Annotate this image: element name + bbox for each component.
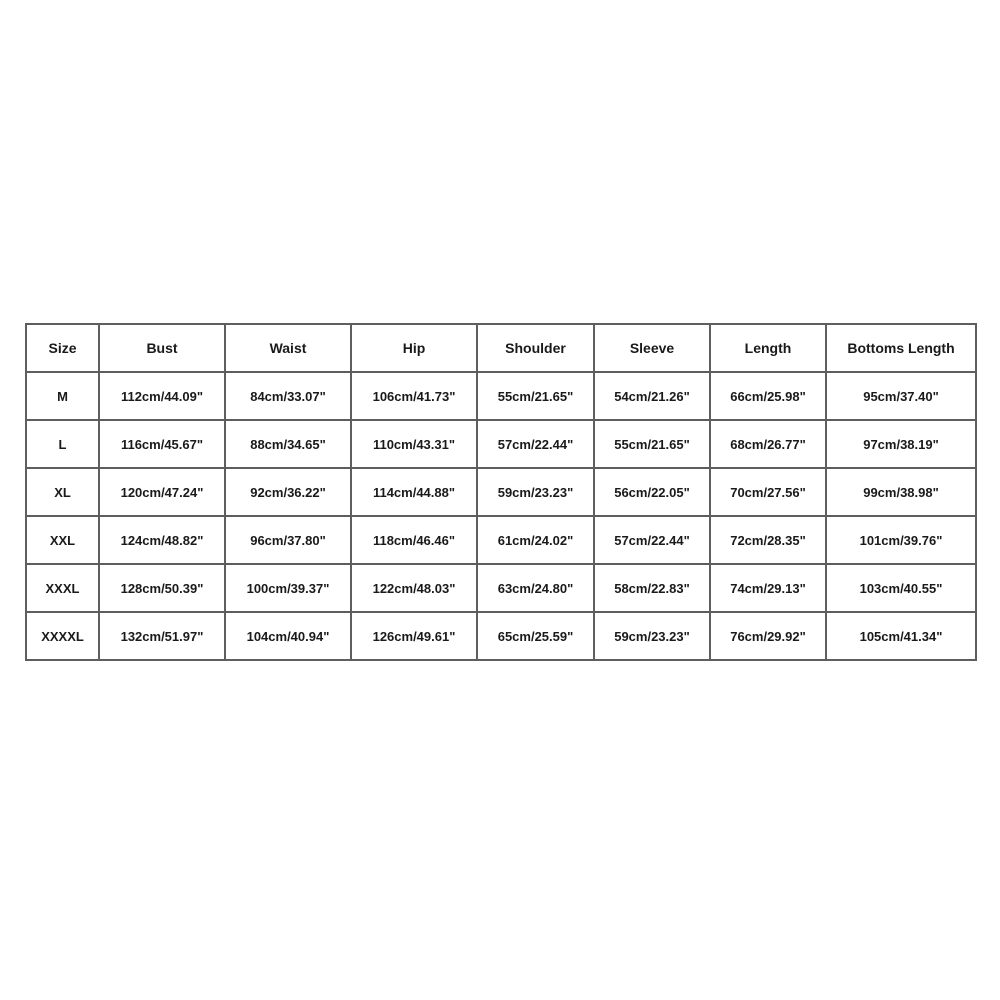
size-cell: XL <box>27 469 100 517</box>
sleeve-cell: 55cm/21.65" <box>595 421 711 469</box>
hip-cell: 118cm/46.46" <box>352 517 478 565</box>
bust-cell: 124cm/48.82" <box>100 517 226 565</box>
sleeve-cell: 56cm/22.05" <box>595 469 711 517</box>
size-cell: L <box>27 421 100 469</box>
hip-cell: 106cm/41.73" <box>352 373 478 421</box>
bust-cell: 120cm/47.24" <box>100 469 226 517</box>
bottoms-length-cell: 103cm/40.55" <box>827 565 977 613</box>
waist-cell: 88cm/34.65" <box>226 421 352 469</box>
bottoms-length-cell: 95cm/37.40" <box>827 373 977 421</box>
length-cell: 66cm/25.98" <box>711 373 827 421</box>
header-bottoms-length: Bottoms Length <box>827 325 977 373</box>
header-length: Length <box>711 325 827 373</box>
bottoms-length-cell: 101cm/39.76" <box>827 517 977 565</box>
sleeve-cell: 54cm/21.26" <box>595 373 711 421</box>
waist-cell: 96cm/37.80" <box>226 517 352 565</box>
bust-cell: 128cm/50.39" <box>100 565 226 613</box>
sleeve-cell: 57cm/22.44" <box>595 517 711 565</box>
sleeve-cell: 58cm/22.83" <box>595 565 711 613</box>
waist-cell: 104cm/40.94" <box>226 613 352 661</box>
hip-cell: 110cm/43.31" <box>352 421 478 469</box>
waist-cell: 92cm/36.22" <box>226 469 352 517</box>
shoulder-cell: 65cm/25.59" <box>478 613 595 661</box>
header-shoulder: Shoulder <box>478 325 595 373</box>
table-row <box>27 613 977 661</box>
table-row <box>27 517 977 565</box>
length-cell: 70cm/27.56" <box>711 469 827 517</box>
sleeve-cell: 59cm/23.23" <box>595 613 711 661</box>
size-cell: XXXXL <box>27 613 100 661</box>
header-bust: Bust <box>100 325 226 373</box>
header-waist: Waist <box>226 325 352 373</box>
table-row <box>27 469 977 517</box>
header-sleeve: Sleeve <box>595 325 711 373</box>
table-row <box>27 373 977 421</box>
table-row <box>27 565 977 613</box>
table-row <box>27 421 977 469</box>
bust-cell: 116cm/45.67" <box>100 421 226 469</box>
header-size: Size <box>27 325 100 373</box>
bust-cell: 112cm/44.09" <box>100 373 226 421</box>
waist-cell: 84cm/33.07" <box>226 373 352 421</box>
bottoms-length-cell: 97cm/38.19" <box>827 421 977 469</box>
length-cell: 74cm/29.13" <box>711 565 827 613</box>
length-cell: 68cm/26.77" <box>711 421 827 469</box>
length-cell: 76cm/29.92" <box>711 613 827 661</box>
shoulder-cell: 57cm/22.44" <box>478 421 595 469</box>
shoulder-cell: 55cm/21.65" <box>478 373 595 421</box>
shoulder-cell: 63cm/24.80" <box>478 565 595 613</box>
bust-cell: 132cm/51.97" <box>100 613 226 661</box>
hip-cell: 126cm/49.61" <box>352 613 478 661</box>
size-cell: M <box>27 373 100 421</box>
size-cell: XXL <box>27 517 100 565</box>
size-cell: XXXL <box>27 565 100 613</box>
shoulder-cell: 59cm/23.23" <box>478 469 595 517</box>
header-row <box>27 325 977 373</box>
shoulder-cell: 61cm/24.02" <box>478 517 595 565</box>
header-hip: Hip <box>352 325 478 373</box>
length-cell: 72cm/28.35" <box>711 517 827 565</box>
size-chart-table <box>25 323 977 661</box>
hip-cell: 122cm/48.03" <box>352 565 478 613</box>
waist-cell: 100cm/39.37" <box>226 565 352 613</box>
hip-cell: 114cm/44.88" <box>352 469 478 517</box>
bottoms-length-cell: 105cm/41.34" <box>827 613 977 661</box>
bottoms-length-cell: 99cm/38.98" <box>827 469 977 517</box>
